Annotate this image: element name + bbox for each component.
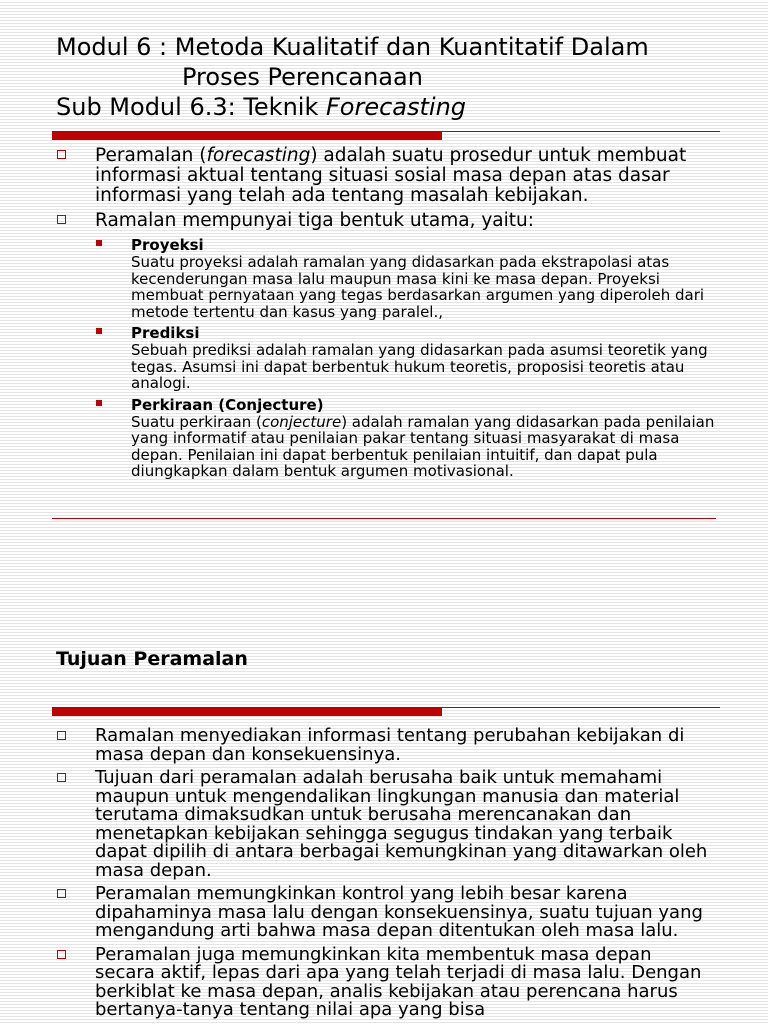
- sub-item-heading: Perkiraan (Conjecture): [131, 395, 324, 414]
- section-1-bottom-line: [52, 518, 716, 519]
- sub-item-body-pre: Suatu perkiraan (: [131, 412, 262, 431]
- bullet-goal-4: Peramalan juga memungkinkan kita membentuk masa depan secara aktif, lepas dari apa yang telah terjadi di masa lalu. Dengan berkiblat ke masa depan, analis kebijakan atau perencana harus bertanya-tanya tentang nilai apa yang bisa: [56, 946, 716, 1020]
- bullet-goal-3: Peramalan memungkinkan kontrol yang lebih besar karena dipahaminya masa lalu dengan konsekuensinya, suatu tujuan yang mengandung arti bahwa masa depan ditentukan oleh masa lalu.: [56, 885, 716, 941]
- sub-item-proyeksi: [56, 236, 726, 320]
- section-2-heading: Tujuan Peramalan: [56, 648, 248, 670]
- sub-item-heading: Prediksi: [131, 324, 200, 342]
- section-2-divider-thin: [442, 707, 720, 708]
- title-line-3-italic: Forecasting: [325, 93, 467, 121]
- section-1-content: [56, 146, 726, 484]
- sub-item-body-italic: conjecture: [261, 412, 342, 431]
- bullet-1-pre: Peramalan (: [95, 145, 207, 166]
- sub-item-body: [131, 414, 726, 480]
- section-2-divider-thick: [52, 707, 442, 716]
- title-divider-thin: [442, 131, 720, 132]
- bullet-goal-1: Ramalan menyediakan informasi tentang perubahan kebijakan di masa depan dan konsekuensinya.: [56, 727, 716, 764]
- section-2-content: [56, 727, 716, 1025]
- bullet-1-post: ) adalah suatu prosedur untuk membuat informasi aktual tentang situasi sosial masa depan atas dasar informasi yang telah ada tentang masalah kebijakan.: [95, 145, 687, 206]
- title-line-2: Proses Perencanaan: [182, 63, 423, 91]
- sub-item-heading: Proyeksi: [131, 236, 204, 254]
- bullet-1-italic: forecasting: [206, 145, 311, 166]
- sub-item-body: Suatu proyeksi adalah ramalan yang didasarkan pada ekstrapolasi atas kecenderungan masa lalu maupun masa kini ke masa depan. Proyeksi membuat pernyataan yang tegas berdasarkan argumen yang diperoleh dari metode tertentu dan kasus yang paralel.,: [131, 253, 705, 321]
- sub-item-body-post: ) adalah ramalan yang didasarkan pada penilaian yang informatif atau penilaian pakar tentang situasi masyarakat di masa depan. Penilaian ini dapat berbentuk penilaian intuitif, dan dapat pula diungkapkan dalam bentuk argumen motivasional.: [131, 412, 715, 480]
- sub-item-prediksi: [56, 324, 726, 392]
- title-divider-thick: [52, 131, 442, 140]
- title-line-3-prefix: Sub Modul 6.3: Teknik: [56, 93, 326, 121]
- sub-item-perkiraan: [56, 396, 726, 480]
- sub-item-body: Sebuah prediksi adalah ramalan yang didasarkan pada asumsi teoretik yang tegas. Asumsi ini dapat berbentuk hukum teoretis, proposisi teoretis atau analogi.: [131, 341, 708, 392]
- title-line-1: Modul 6 : Metoda Kualitatif dan Kuantitatif Dalam: [56, 33, 649, 61]
- bullet-three-forms: Ramalan mempunyai tiga bentuk utama, yaitu:: [56, 211, 726, 231]
- title-line-3: [56, 93, 466, 121]
- page-title: [56, 32, 756, 122]
- bullet-goal-2: Tujuan dari peramalan adalah berusaha baik untuk memahami maupun untuk mengendalikan lingkungan manusia dan material terutama dimaksudkan untuk berusaha merencanakan dan menetapkan kebijakan sehingga segugus tindakan yang terbaik dapat dipilih di antara berbagai kemungkinan yang ditawarkan oleh masa depan.: [56, 769, 716, 880]
- bullet-forecasting-definition: [56, 146, 726, 206]
